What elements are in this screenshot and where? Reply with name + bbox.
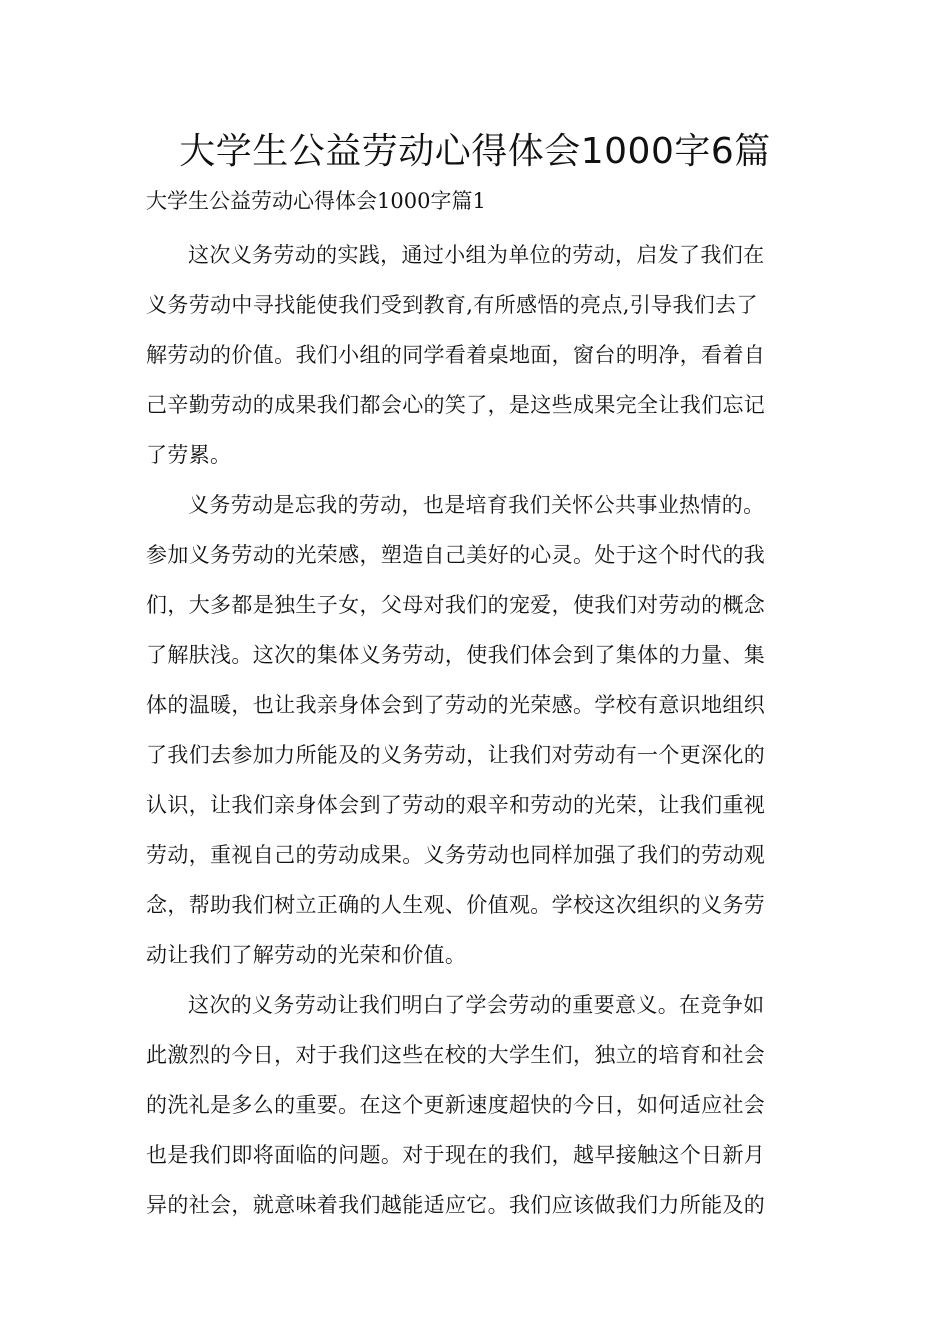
text-line: 动让我们了解劳动的光荣和价值。 <box>146 943 467 967</box>
text-line: 的洗礼是多么的重要。在这个更新速度超快的今日，如何适应社会 <box>146 1093 766 1117</box>
text-line: 异的社会，就意味着我们越能适应它。我们应该做我们力所能及的 <box>146 1193 766 1217</box>
text-line: 认识，让我们亲身体会到了劳动的艰辛和劳动的光荣，让我们重视 <box>146 793 766 817</box>
text-line: 了我们去参加力所能及的义务劳动，让我们对劳动有一个更深化的 <box>146 743 766 767</box>
text-line: 己辛勤劳动的成果我们都会心的笑了，是这些成果完全让我们忘记 <box>146 393 766 417</box>
document-body <box>146 230 806 1230</box>
text-line: 们，大多都是独生子女，父母对我们的宠爱，使我们对劳动的概念 <box>146 593 766 617</box>
document-title: 大学生公益劳动心得体会1000字6篇 <box>179 131 771 172</box>
paragraph-3 <box>146 980 806 1230</box>
text-line: 也是我们即将面临的问题。对于现在的我们，越早接触这个日新月 <box>146 1143 766 1167</box>
text-line: 此激烈的今日，对于我们这些在校的大学生们，独立的培育和社会 <box>146 1043 766 1067</box>
text-line: 体的温暖，也让我亲身体会到了劳动的光荣感。学校有意识地组织 <box>146 693 766 717</box>
text-line: 义务劳动中寻找能使我们受到教育,有所感悟的亮点,引导我们去了 <box>146 293 758 317</box>
paragraph-1 <box>146 230 806 480</box>
text-line: 这次的义务劳动让我们明白了学会劳动的重要意义。在竞争如 <box>188 993 765 1017</box>
text-line: 这次义务劳动的实践，通过小组为单位的劳动，启发了我们在 <box>188 243 765 267</box>
text-line: 劳动，重视自己的劳动成果。义务劳动也同样加强了我们的劳动观 <box>146 843 766 867</box>
text-line: 解劳动的价值。我们小组的同学看着桌地面，窗台的明净，看着自 <box>146 343 766 367</box>
text-line: 念，帮助我们树立正确的人生观、价值观。学校这次组织的义务劳 <box>146 893 766 917</box>
section-heading: 大学生公益劳动心得体会1000字篇1 <box>146 189 486 213</box>
text-line: 义务劳动是忘我的劳动，也是培育我们关怀公共事业热情的。 <box>188 493 765 517</box>
text-line: 了劳累。 <box>146 443 232 467</box>
text-line: 了解肤浅。这次的集体义务劳动，使我们体会到了集体的力量、集 <box>146 643 766 667</box>
paragraph-2 <box>146 480 806 980</box>
text-line: 参加义务劳动的光荣感，塑造自己美好的心灵。处于这个时代的我 <box>146 543 766 567</box>
